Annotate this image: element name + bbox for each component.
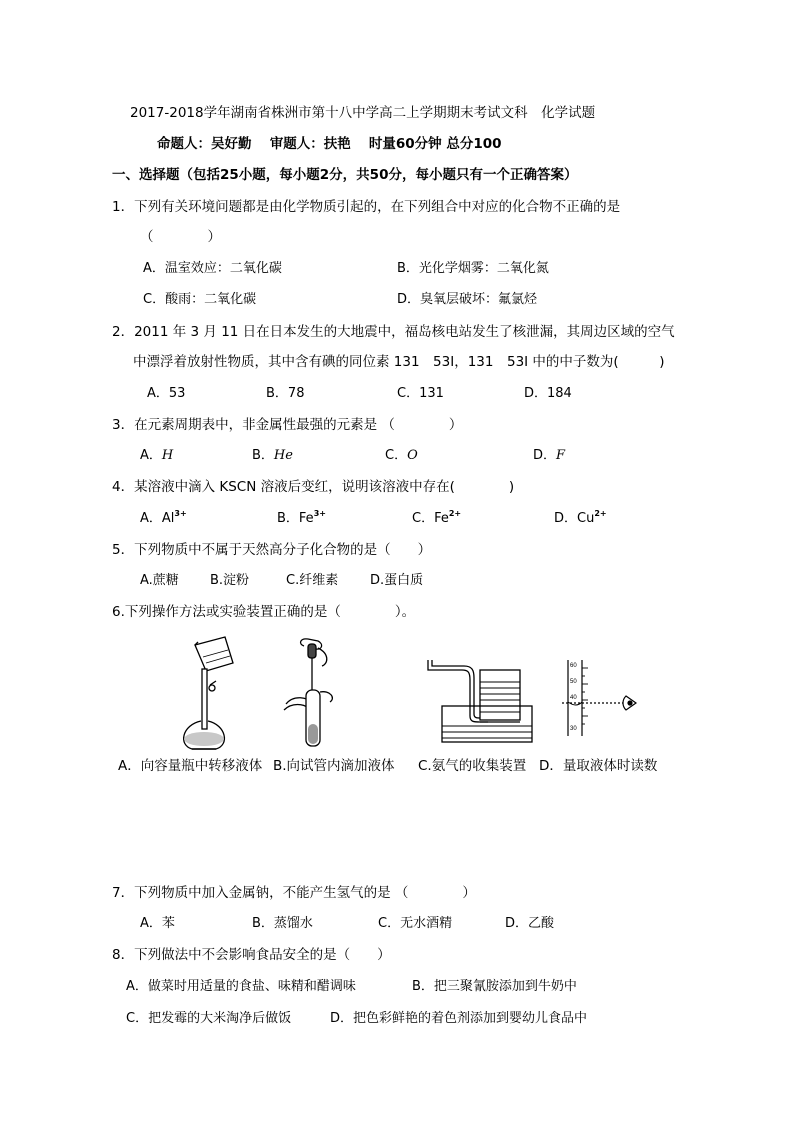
question-6-stem: 6.下列操作方法或实验装置正确的是（ ）。 <box>112 604 416 620</box>
cylinder-tick-label: 30 <box>570 726 577 732</box>
question-2-stem: 2．2011 年 3 月 11 日在日本发生的大地震中，福岛核电站发生了核泄漏，其周边区域的空气 <box>112 324 675 340</box>
question-6-caption-b: B.向试管内滴加液体 <box>273 758 395 774</box>
question-5-option-b: B.淀粉 <box>210 573 250 588</box>
question-6-caption-c: C.氨气的收集装置 <box>418 758 527 774</box>
question-8-option-d: D．把色彩鲜艳的着色剂添加到婴幼儿食品中 <box>330 1011 588 1026</box>
question-1-option-c: C．酸雨：二氧化碳 <box>143 292 257 307</box>
question-3-option-a: A．H <box>140 448 174 463</box>
gas-collection-figure <box>422 650 534 746</box>
question-7-option-d: D．乙酸 <box>505 916 555 931</box>
question-5-option-a: A.蔗糖 <box>140 573 179 588</box>
question-6-caption-a: A．向容量瓶中转移液体 <box>118 758 263 774</box>
paper-title: 2017-2018学年湖南省株洲市第十八中学高二上学期期末考试文科 化学试题 <box>130 105 596 121</box>
question-2-option-c: C．131 <box>397 386 444 401</box>
question-1-blank: （ ） <box>140 229 221 245</box>
question-1-option-b: B．光化学烟雾：二氧化氮 <box>397 261 549 276</box>
question-8-option-b: B．把三聚氰胺添加到牛奶中 <box>412 979 577 994</box>
question-4-stem: 4．某溶液中滴入 KSCN 溶液后变红，说明该溶液中存在( ) <box>112 479 515 495</box>
question-8-option-c: C．把发霉的大米淘净后做饭 <box>126 1011 292 1026</box>
question-7-option-c: C．无水酒精 <box>378 916 453 931</box>
question-4-option-a: A．$Al^{3+}$ <box>140 509 187 526</box>
test-tube-dropper-figure <box>278 636 358 754</box>
question-5-option-d: D.蛋白质 <box>370 573 424 588</box>
question-2-option-d: D．184 <box>524 386 572 401</box>
question-5-option-c: C.纤维素 <box>286 573 339 588</box>
measuring-cylinder-figure <box>556 658 642 738</box>
question-2-stem-line2: 中漂浮着放射性物质，其中含有碘的同位素 131 53I，131 53I 中的中子数为( ) <box>133 354 665 370</box>
question-4-option-d: D．$Cu^{2+}$ <box>554 509 607 526</box>
question-5-stem: 5．下列物质中不属于天然高分子化合物的是（ ） <box>112 542 432 558</box>
question-2-option-a: A．53 <box>147 386 186 401</box>
question-4-option-b: B．$Fe^{3+}$ <box>277 509 326 526</box>
question-2-option-b: B．78 <box>266 386 305 401</box>
question-3-option-b: B．He <box>252 448 293 463</box>
volumetric-flask-figure <box>170 633 250 753</box>
question-7-option-b: B．蒸馏水 <box>252 916 313 931</box>
question-6-caption-d: D．量取液体时读数 <box>539 758 658 774</box>
question-7-option-a: A．苯 <box>140 916 175 931</box>
section-heading: 一、选择题（包括25小题，每小题2分，共50分，每小题只有一个正确答案） <box>112 167 578 183</box>
cylinder-tick-label: 60 <box>570 663 577 669</box>
paper-meta: 命题人：吴好勤 审题人：扶艳 时量60分钟 总分100 <box>157 136 502 152</box>
question-3-stem: 3．在元素周期表中，非金属性最强的元素是 （ ） <box>112 417 463 433</box>
question-1-option-a: A．温室效应：二氧化碳 <box>143 261 282 276</box>
question-4-option-c: C．$Fe^{2+}$ <box>412 509 462 526</box>
question-8-stem: 8．下列做法中不会影响食品安全的是（ ） <box>112 947 391 963</box>
question-1-option-d: D．臭氧层破坏：氟氯烃 <box>397 292 538 307</box>
cylinder-tick-label: 40 <box>570 695 577 701</box>
cylinder-tick-label: 50 <box>570 679 577 685</box>
question-3-option-d: D．F <box>533 448 566 463</box>
question-3-option-c: C．O <box>385 448 418 463</box>
question-7-stem: 7．下列物质中加入金属钠，不能产生氢气的是 （ ） <box>112 885 476 901</box>
question-1-stem: 1．下列有关环境问题都是由化学物质引起的，在下列组合中对应的化合物不正确的是 <box>112 199 621 215</box>
question-8-option-a: A．做菜时用适量的食盐、味精和醋调味 <box>126 979 356 994</box>
